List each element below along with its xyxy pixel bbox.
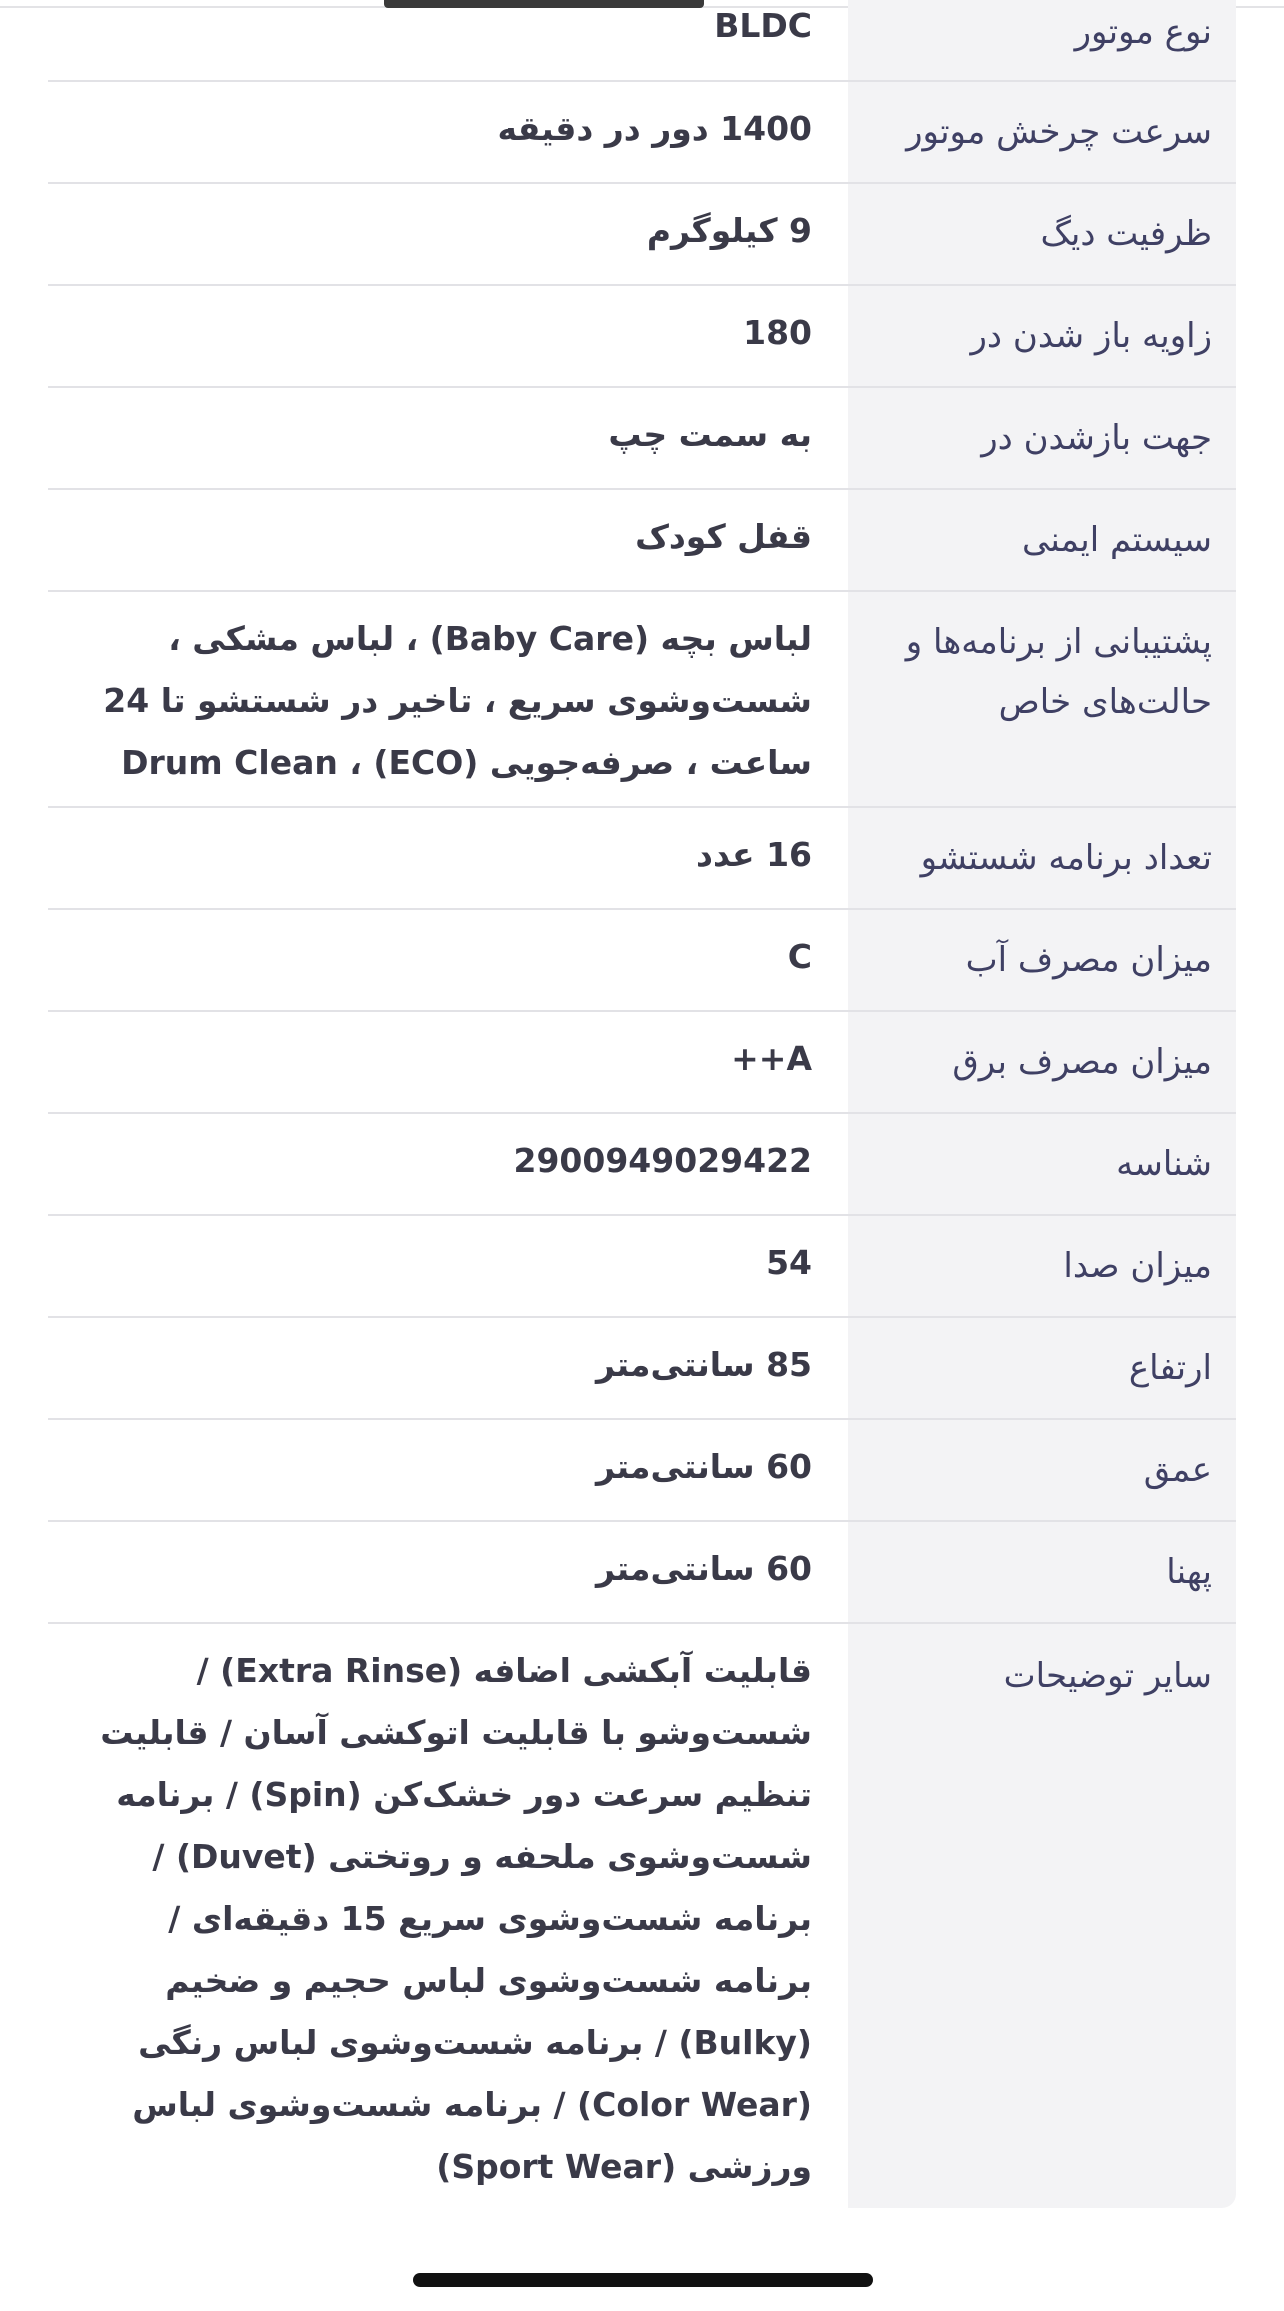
spec-label: میزان مصرف برق xyxy=(848,1012,1236,1112)
spec-value: 85 سانتی‌متر xyxy=(596,1345,812,1384)
spec-row-height xyxy=(48,1318,1236,1420)
spec-label: سرعت چرخش موتور xyxy=(848,82,1236,182)
spec-row-identifier xyxy=(48,1114,1236,1216)
spec-row-safety-system xyxy=(48,490,1236,592)
spec-label: شناسه xyxy=(848,1114,1236,1214)
spec-row-door-direction xyxy=(48,388,1236,490)
spec-value: 60 سانتی‌متر xyxy=(596,1549,812,1588)
spec-label: ظرفیت دیگ xyxy=(848,184,1236,284)
spec-row-other-notes xyxy=(48,1624,1236,2208)
spec-value: لباس بچه (Baby Care) ، لباس مشکی ، شست‌وشوی سریع ، تاخیر در شستشو تا 24 ساعت ، صرفه‌جویی (ECO) ، Drum Clean xyxy=(103,619,812,782)
spec-value: BLDC xyxy=(714,6,812,45)
spec-label: سایر توضیحات xyxy=(848,1624,1236,2208)
spec-row-water-usage xyxy=(48,910,1236,1012)
spec-label: پشتیبانی از برنامه‌ها و حالت‌های خاص xyxy=(848,592,1236,806)
spec-row-drum-capacity xyxy=(48,184,1236,286)
spec-row-spin-speed xyxy=(48,82,1236,184)
spec-label: زاویه باز شدن در xyxy=(848,286,1236,386)
spec-label: جهت بازشدن در xyxy=(848,388,1236,488)
spec-value: C xyxy=(787,937,812,976)
home-indicator[interactable] xyxy=(413,2273,873,2287)
spec-value: 16 عدد xyxy=(696,835,812,874)
spec-label: میزان مصرف آب xyxy=(848,910,1236,1010)
spec-row-motor-type xyxy=(48,0,1236,82)
spec-label: عمق xyxy=(848,1420,1236,1520)
spec-value: 54 xyxy=(766,1243,812,1282)
specifications-table xyxy=(48,0,1236,2208)
spec-row-width xyxy=(48,1522,1236,1624)
spec-label: ارتفاع xyxy=(848,1318,1236,1418)
spec-value: 180 xyxy=(743,313,812,352)
spec-label: سیستم ایمنی xyxy=(848,490,1236,590)
spec-value: به سمت چپ xyxy=(608,415,812,454)
spec-label: پهنا xyxy=(848,1522,1236,1622)
spec-row-special-programs xyxy=(48,592,1236,808)
spec-row-door-angle xyxy=(48,286,1236,388)
spec-value: 60 سانتی‌متر xyxy=(596,1447,812,1486)
spec-value: 9 کیلوگرم xyxy=(646,211,812,250)
spec-row-energy-usage xyxy=(48,1012,1236,1114)
spec-value: A++ xyxy=(731,1039,812,1078)
spec-row-program-count xyxy=(48,808,1236,910)
spec-label: میزان صدا xyxy=(848,1216,1236,1316)
spec-value: قابلیت آبکشی اضافه (Extra Rinse) / شست‌وشو با قابلیت اتوکشی آسان / قابلیت تنظیم سرعت دور خشک‌کن (Spin) / برنامه شست‌وشوی ملحفه و روتختی (Duvet) / برنامه شست‌وشوی سریع 15 دقیقه‌ای / برنامه شست‌وشوی لباس حجیم و ضخیم (Bulky) / برنامه شست‌وشوی لباس رنگی (Color Wear) / برنامه شست‌وشوی لباس ورزشی (Sport Wear) xyxy=(100,1651,812,2186)
spec-value: قفل کودک xyxy=(635,517,812,556)
spec-label: نوع موتور xyxy=(848,0,1236,80)
spec-row-noise-level xyxy=(48,1216,1236,1318)
spec-value: 1400 دور در دقیقه xyxy=(497,109,812,148)
spec-value: 2900949029422 xyxy=(513,1141,812,1180)
spec-row-depth xyxy=(48,1420,1236,1522)
spec-label: تعداد برنامه شستشو xyxy=(848,808,1236,908)
